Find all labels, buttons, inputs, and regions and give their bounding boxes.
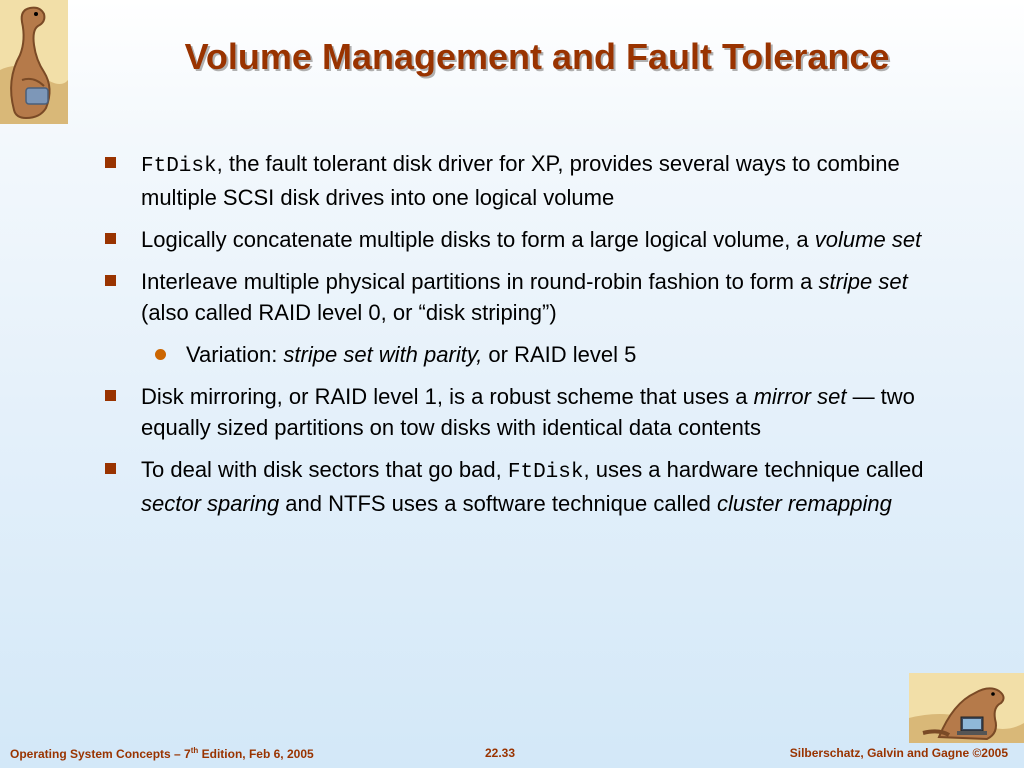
- sub-bullet-item: [105, 339, 935, 370]
- square-bullet-icon: [105, 390, 116, 401]
- page-number: 22.33: [485, 746, 516, 760]
- square-bullet-icon: [105, 157, 116, 168]
- footer-copyright: Silberschatz, Galvin and Gagne ©2005: [789, 746, 1008, 760]
- bullet-item: [105, 266, 935, 328]
- bullet-text: , uses a hardware technique called: [583, 457, 924, 482]
- dinosaur-laptop-icon: [909, 673, 1024, 743]
- square-bullet-icon: [105, 463, 116, 474]
- emphasis-text: volume set: [814, 227, 922, 252]
- bullet-text: To deal with disk sectors that go bad,: [141, 457, 508, 482]
- bullet-text: Disk mirroring, or RAID level 1, is a robust scheme that uses a: [141, 384, 754, 409]
- round-bullet-icon: [155, 349, 166, 360]
- sub-bullet-text: Variation:: [186, 342, 284, 367]
- square-bullet-icon: [105, 275, 116, 286]
- bullet-text: Logically concatenate multiple disks to form a large logical volume, a: [141, 227, 815, 252]
- emphasis-text: sector sparing: [141, 491, 280, 516]
- bullet-item: [105, 381, 935, 443]
- bullet-text: (also called RAID level 0, or “disk striping”): [141, 300, 557, 325]
- emphasis-text: stripe set with parity,: [283, 342, 483, 367]
- emphasis-text: mirror set: [753, 384, 847, 409]
- sub-bullet-text: or RAID level 5: [482, 342, 637, 367]
- footer-text: Operating System Concepts – 7: [10, 747, 191, 761]
- bullet-text: Interleave multiple physical partitions in round-robin fashion to form a: [141, 269, 819, 294]
- slide-title: Volume Management and Fault Tolerance: [184, 36, 890, 77]
- footer-superscript: th: [190, 746, 199, 755]
- slide-content: [105, 148, 935, 530]
- footer-course-title: [10, 746, 314, 761]
- bullet-item: [105, 148, 935, 213]
- code-text: FtDisk: [141, 155, 217, 178]
- emphasis-text: stripe set: [818, 269, 908, 294]
- footer-text: Edition, Feb 6, 2005: [198, 747, 314, 761]
- bullet-text: — two equally sized partitions on tow disks with identical data contents: [141, 384, 915, 440]
- code-text: FtDisk: [507, 461, 584, 484]
- bullet-item: [105, 454, 935, 519]
- bullet-item: [105, 224, 935, 255]
- emphasis-text: cluster remapping: [716, 491, 892, 516]
- bullet-text: and NTFS uses a software technique called: [279, 491, 717, 516]
- square-bullet-icon: [105, 233, 116, 244]
- bullet-text: , the fault tolerant disk driver for XP, provides several ways to combine multiple SCSI disk drives into one logical volume: [141, 151, 900, 210]
